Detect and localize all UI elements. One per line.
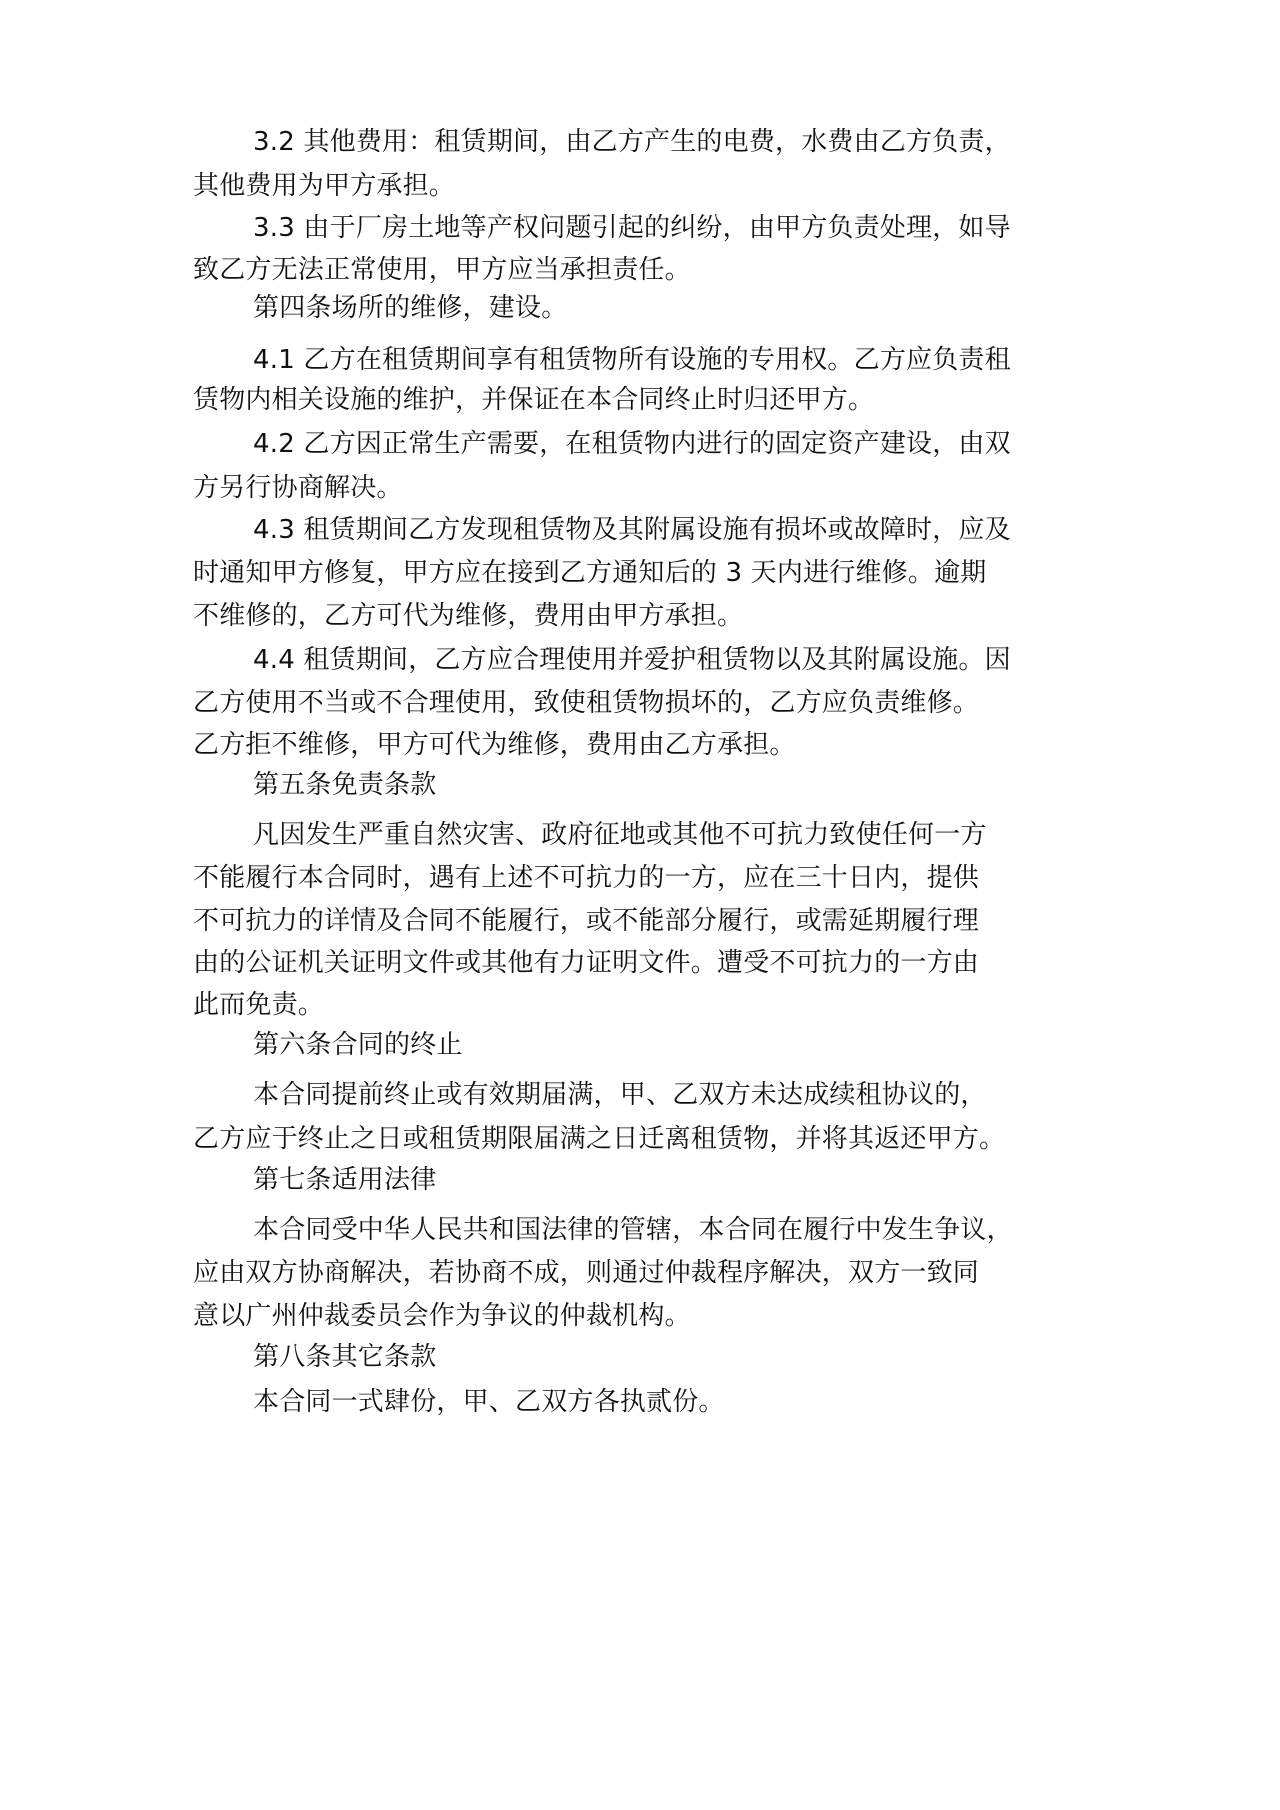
- article-7-line-3: 意以广州仲裁委员会作为争议的仲裁机构。: [193, 1301, 691, 1331]
- article-5-line-5: 此而免责。: [193, 990, 325, 1020]
- article-5-line-2: 不能履行本合同时，遇有上述不可抗力的一方，应在三十日内，提供: [193, 863, 980, 893]
- article-8-heading: 第八条其它条款: [253, 1342, 437, 1372]
- clause-4-2-line-2: 方另行协商解决。: [193, 473, 403, 503]
- clause-3-2-line-1: 3.2 其他费用：租赁期间，由乙方产生的电费，水费由乙方负责，: [253, 127, 1011, 157]
- article-6-line-1: 本合同提前终止或有效期届满，甲、乙双方未达成续租协议的，: [253, 1080, 987, 1110]
- article-7-heading: 第七条适用法律: [253, 1165, 437, 1195]
- article-5-heading: 第五条免责条款: [253, 770, 437, 800]
- article-6-line-2: 乙方应于终止之日或租赁期限届满之日迁离租赁物，并将其返还甲方。: [193, 1124, 1006, 1154]
- article-5-line-4: 由的公证机关证明文件或其他有力证明文件。遭受不可抗力的一方由: [193, 948, 980, 978]
- clause-4-4-line-1: 4.4 租赁期间，乙方应合理使用并爱护租赁物以及其附属设施。因: [253, 645, 1011, 675]
- clause-4-3-line-3: 不维修的，乙方可代为维修，费用由甲方承担。: [193, 601, 744, 631]
- clause-4-2-line-1: 4.2 乙方因正常生产需要，在租赁物内进行的固定资产建设，由双: [253, 429, 1011, 459]
- clause-4-3-line-1: 4.3 租赁期间乙方发现租赁物及其附属设施有损坏或故障时，应及: [253, 515, 1011, 545]
- clause-4-3-line-2: 时通知甲方修复，甲方应在接到乙方通知后的 3 天内进行维修。逾期: [193, 558, 987, 588]
- article-4-heading: 第四条场所的维修，建设。: [253, 293, 568, 323]
- article-5-line-3: 不可抗力的详情及合同不能履行，或不能部分履行，或需延期履行理: [193, 906, 980, 936]
- article-7-line-2: 应由双方协商解决，若协商不成，则通过仲裁程序解决，双方一致同: [193, 1258, 980, 1288]
- article-5-line-1: 凡因发生严重自然灾害、政府征地或其他不可抗力致使任何一方: [253, 820, 987, 850]
- clause-3-2-line-2: 其他费用为甲方承担。: [193, 171, 456, 201]
- clause-3-3-line-1: 3.3 由于厂房土地等产权问题引起的纠纷，由甲方负责处理，如导: [253, 213, 1011, 243]
- article-8-line-1: 本合同一式肆份，甲、乙双方各执贰份。: [253, 1387, 725, 1417]
- clause-4-4-line-2: 乙方使用不当或不合理使用，致使租赁物损坏的，乙方应负责维修。: [193, 688, 980, 718]
- clause-4-1-line-1: 4.1 乙方在租赁期间享有租赁物所有设施的专用权。乙方应负责租: [253, 345, 1011, 375]
- article-7-line-1: 本合同受中华人民共和国法律的管辖，本合同在履行中发生争议，: [253, 1215, 1013, 1245]
- clause-4-4-line-3: 乙方拒不维修，甲方可代为维修，费用由乙方承担。: [193, 730, 796, 760]
- clause-4-1-line-2: 赁物内相关设施的维护，并保证在本合同终止时归还甲方。: [193, 385, 875, 415]
- clause-3-3-line-2: 致乙方无法正常使用，甲方应当承担责任。: [193, 255, 691, 285]
- article-6-heading: 第六条合同的终止: [253, 1030, 463, 1060]
